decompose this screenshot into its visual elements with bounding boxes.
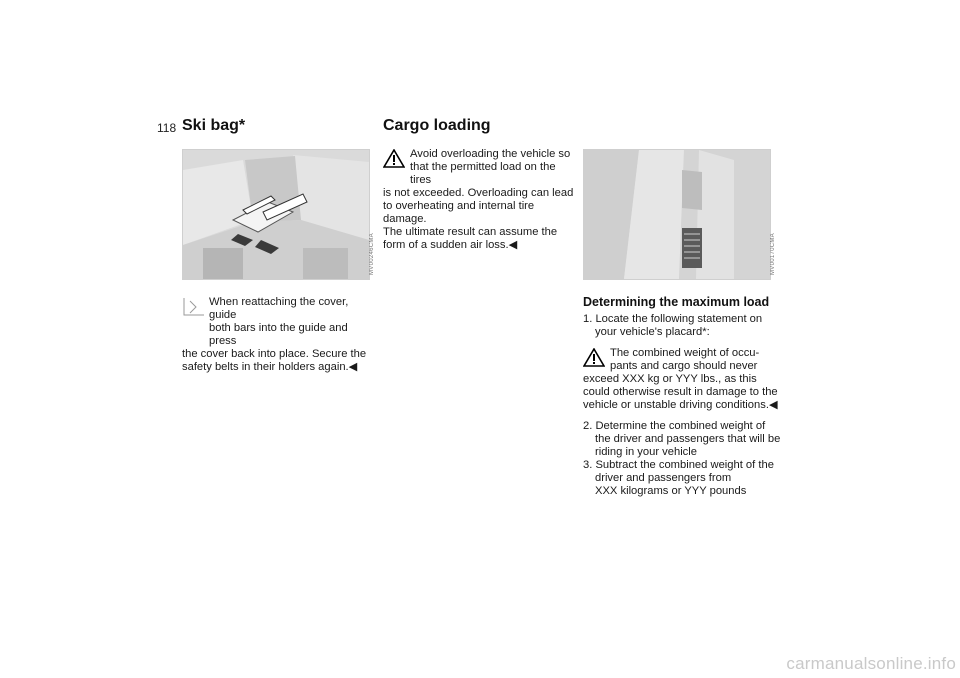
ski-bag-photo [182, 149, 370, 280]
cargo-loading-title: Cargo loading [383, 117, 491, 134]
placard-statement-line: could otherwise result in damage to the [583, 386, 778, 398]
cargo-warning-line: is not exceeded. Overloading can lead [383, 187, 574, 199]
page-number: 118 [157, 121, 177, 135]
cargo-warning-line: form of a sudden air loss.◀ [383, 239, 518, 251]
step-1-line: your vehicle's placard*: [595, 326, 710, 338]
max-load-title: Determining the maximum load [583, 295, 770, 309]
step-3-line: XXX kilograms or YYY pounds [595, 485, 747, 497]
cargo-warning-line: Avoid overloading the vehicle so [410, 148, 571, 160]
step-2-line: 2. Determine the combined weight of [583, 420, 766, 432]
ski-bag-note-line: safety belts in their holders again.◀ [182, 361, 358, 373]
placard-statement-line: pants and cargo should never [610, 360, 758, 372]
ski-bag-note-line: the cover back into place. Secure the [182, 348, 367, 360]
placard-photo [583, 149, 771, 280]
ski-bag-note-line: both bars into the guide and press [209, 322, 348, 347]
cargo-warning-line: The ultimate result can assume the [383, 226, 558, 238]
ski-bag-title: Ski bag* [182, 117, 246, 134]
placard-statement-line: exceed XXX kg or YYY lbs., as this [583, 373, 757, 385]
ski-bag-image-code: MV00246CMA [369, 233, 375, 276]
step-3-line: 3. Subtract the combined weight of the [583, 459, 774, 471]
cargo-warning-line: to overheating and internal tire damage. [383, 200, 535, 225]
step-3-line: driver and passengers from [595, 472, 732, 484]
step-2-line: the driver and passengers that will be [595, 433, 781, 445]
step-1-line: 1. Locate the following statement on [583, 313, 763, 325]
watermark-link[interactable]: carmanualsonline.info [786, 654, 956, 673]
placard-image-code: MV00170CMA [770, 233, 776, 276]
cargo-warning-line: that the permitted load on the tires [410, 161, 556, 186]
step-2-line: riding in your vehicle [595, 446, 697, 458]
placard-statement-line: vehicle or unstable driving conditions.◀ [583, 399, 778, 411]
placard-statement-line: The combined weight of occu- [610, 347, 760, 359]
ski-bag-note-line: When reattaching the cover, guide [209, 296, 349, 321]
